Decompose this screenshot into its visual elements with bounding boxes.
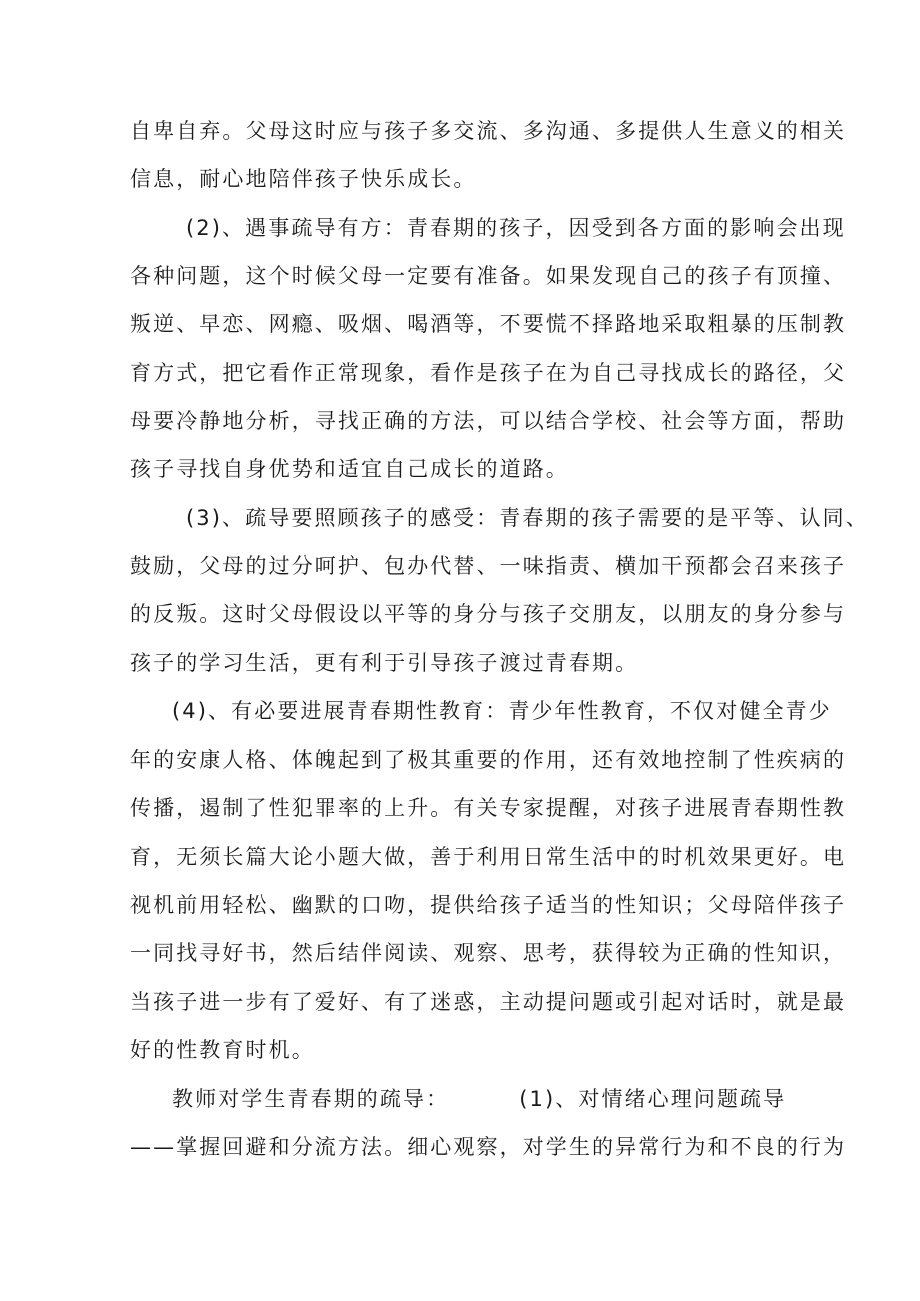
paragraph-line: 当孩子进一步有了爱好、有了迷惑，主动提问题或引起对话时，就是最 [130, 990, 847, 1014]
paragraph-line: 育，无须长篇大论小题大做，善于利用日常生活中的时机效果更好。电 [130, 845, 847, 869]
paragraph-line: 的反叛。这时父母假设以平等的身分与孩子交朋友，以朋友的身分参与 [130, 602, 847, 626]
paragraph-line: 孩子寻找自身优势和适宜自己成长的道路。 [130, 457, 569, 481]
paragraph-line: 鼓励，父母的过分呵护、包办代替、一味指责、横加干预都会召来孩子 [130, 554, 847, 578]
paragraph-line: 各种问题，这个时候父母一定要有准备。如果发现自己的孩子有顶撞、 [130, 264, 847, 288]
paragraph-line: 育方式，把它看作正常现象，看作是孩子在为自己寻找成长的路径，父 [130, 361, 847, 385]
paragraph-line: 一同找寻好书，然后结伴阅读、观察、思考，获得较为正确的性知识， [130, 941, 847, 965]
paragraph-line: 母要冷静地分析，寻找正确的方法，可以结合学校、社会等方面，帮助 [130, 409, 847, 433]
paragraph-line: 叛逆、早恋、网瘾、吸烟、喝酒等，不要慌不择路地采取粗暴的压制教 [130, 312, 847, 336]
paragraph-line: 孩子的学习生活，更有利于引导孩子渡过青春期。 [130, 651, 639, 675]
paragraph-line: 年的安康人格、体魄起到了极其重要的作用，还有效地控制了性疾病的 [130, 748, 847, 772]
paragraph-line: 视机前用轻松、幽默的口吻，提供给孩子适当的性知识；父母陪伴孩子 [130, 893, 847, 917]
paragraph-line: (4)、有必要进展青春期性教育：青少年性教育，不仅对健全青少 [172, 699, 832, 723]
paragraph-line: ——掌握回避和分流方法。细心观察，对学生的异常行为和不良的行为 [130, 1135, 847, 1159]
paragraph-line: 自卑自弃。父母这时应与孩子多交流、多沟通、多提供人生意义的相关 [130, 119, 847, 143]
paragraph-line: 信息，耐心地陪伴孩子快乐成长。 [130, 167, 477, 191]
teacher-heading-right: (1)、对情绪心理问题疏导 [519, 1087, 787, 1111]
paragraph-line: (3)、疏导要照顾孩子的感受：青春期的孩子需要的是平等、认同、 [186, 506, 869, 530]
teacher-heading-left: 教师对学生青春期的疏导： [172, 1087, 450, 1111]
teacher-section-heading [172, 1085, 786, 1113]
paragraph-line: (2)、遇事疏导有方：青春期的孩子，因受到各方面的影响会出现 [186, 216, 846, 240]
paragraph-line: 好的性教育时机。 [130, 1038, 315, 1062]
paragraph-line: 传播，遏制了性犯罪率的上升。有关专家提醒，对孩子进展青春期性教 [130, 796, 847, 820]
